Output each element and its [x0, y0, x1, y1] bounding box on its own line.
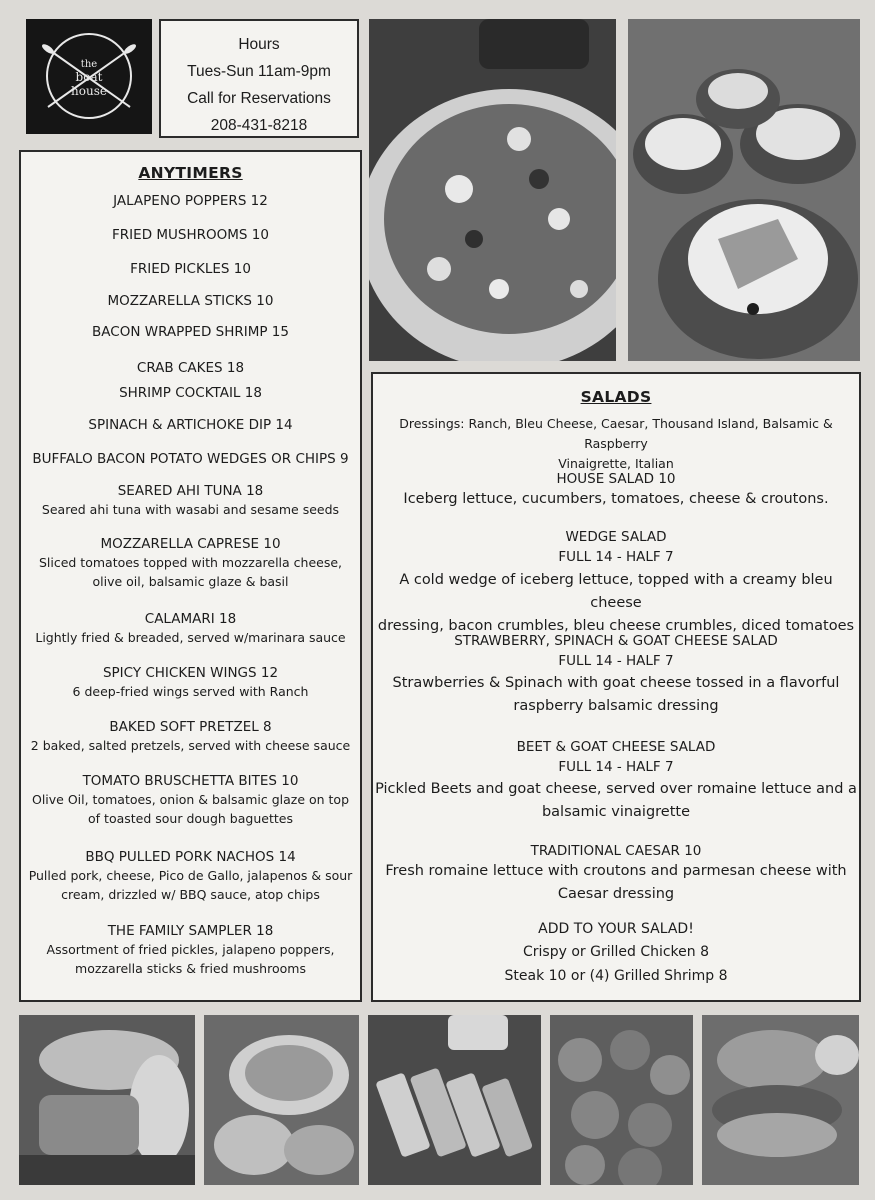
menu-item-name: SHRIMP COCKTAIL 18: [119, 385, 262, 401]
nachos-photo: [369, 19, 616, 361]
menu-item-name: BUFFALO BACON POTATO WEDGES OR CHIPS 9: [32, 451, 349, 467]
menu-item-desc: Sliced tomatoes topped with mozzarella cheese,: [38, 555, 343, 570]
salad-name: BEET & GOAT CHEESE SALAD: [516, 739, 716, 755]
addon-item: Crispy or Grilled Chicken 8: [522, 944, 710, 960]
menu-item: [21, 848, 360, 904]
salad-desc: Strawberries & Spinach with goat cheese tossed in a flavorful: [392, 675, 840, 691]
menu-item-name: SPINACH & ARTICHOKE DIP 14: [88, 417, 293, 433]
menu-item-name: CALAMARI 18: [144, 611, 237, 627]
menu-item-desc: Seared ahi tuna with wasabi and sesame seeds: [41, 502, 340, 517]
menu-item-desc: olive oil, balsamic glaze & basil: [92, 574, 289, 589]
menu-item-name: BAKED SOFT PRETZEL 8: [109, 719, 272, 735]
salads-title: SALADS: [580, 388, 652, 406]
salad-item: [373, 632, 859, 718]
menu-item-desc: 2 baked, salted pretzels, served with cheese sauce: [30, 738, 351, 753]
addons-title: ADD TO YOUR SALAD!: [538, 921, 694, 937]
menu-item-name: FRIED MUSHROOMS 10: [112, 227, 269, 243]
dressings-list: [373, 414, 859, 474]
menu-item-name: MOZZARELLA STICKS 10: [107, 293, 274, 309]
ahi-tuna-photo: [368, 1015, 541, 1185]
dressings-line: Dressings: Ranch, Bleu Cheese, Caesar, Thousand Island, Balsamic & Raspberry: [399, 416, 833, 451]
menu-item-desc: Assortment of fried pickles, jalapeno poppers,: [46, 942, 335, 957]
menu-item: [21, 535, 360, 591]
salad-price: FULL 14 - HALF 7: [558, 653, 674, 669]
hours-days: Tues-Sun 11am-9pm: [187, 63, 331, 80]
salad-name: WEDGE SALAD: [565, 529, 667, 545]
salad-item: [373, 470, 859, 511]
salad-desc: dressing, bacon crumbles, bleu cheese crumbles, diced tomatoes: [377, 618, 855, 634]
anytimers-title: ANYTIMERS: [138, 164, 243, 182]
menu-item-desc: cream, drizzled w/ BBQ sauce, atop chips: [61, 887, 320, 902]
sandwich-photo: [19, 1015, 195, 1185]
menu-item: [21, 192, 360, 210]
menu-item: [21, 610, 360, 647]
menu-item-name: THE FAMILY SAMPLER 18: [107, 923, 274, 939]
hours-reservations: Call for Reservations: [187, 90, 331, 107]
salad-desc: Fresh romaine lettuce with croutons and parmesan cheese with: [385, 863, 847, 879]
menu-item: [21, 922, 360, 978]
menu-item-name: JALAPENO POPPERS 12: [113, 193, 268, 209]
salad-desc: Caesar dressing: [557, 886, 675, 902]
menu-item: [21, 772, 360, 828]
logo-emblem: [26, 19, 152, 134]
hours-panel: [159, 19, 359, 138]
hours-phone[interactable]: 208-431-8218: [210, 117, 308, 134]
menu-item: [21, 226, 360, 244]
menu-item-name: MOZZARELLA CAPRESE 10: [100, 536, 281, 552]
salad-desc: A cold wedge of iceberg lettuce, topped with a creamy bleu cheese: [399, 572, 833, 611]
menu-item-name: CRAB CAKES 18: [136, 360, 245, 376]
salad-name: STRAWBERRY, SPINACH & GOAT CHEESE SALAD: [454, 633, 778, 649]
salad-price: FULL 14 - HALF 7: [558, 549, 674, 565]
bruschetta-photo: [628, 19, 860, 361]
logo-text-boat: boat: [75, 70, 103, 84]
menu-item-desc: mozzarella sticks & fried mushrooms: [75, 961, 306, 976]
dressings-line: Vinaigrette, Italian: [558, 456, 674, 471]
poppers-photo: [550, 1015, 693, 1185]
menu-item-name: TOMATO BRUSCHETTA BITES 10: [82, 773, 299, 789]
menu-item: [21, 292, 360, 310]
addon-item: Steak 10 or (4) Grilled Shrimp 8: [504, 968, 728, 984]
salad-item: [373, 842, 859, 906]
salad-addons: [373, 918, 859, 988]
menu-item: [21, 359, 360, 377]
salad-desc: Pickled Beets and goat cheese, served over romaine lettuce and a: [375, 781, 857, 797]
menu-item-desc: Pulled pork, cheese, Pico de Gallo, jalapenos & sour: [28, 868, 353, 883]
hours-title: Hours: [238, 36, 280, 53]
boat-house-logo: [26, 19, 152, 134]
salad-desc: raspberry balsamic dressing: [513, 698, 719, 714]
menu-item: [21, 323, 360, 341]
menu-item-name: SPICY CHICKEN WINGS 12: [102, 665, 279, 681]
menu-item-name: SEARED AHI TUNA 18: [117, 483, 264, 499]
salads-panel: [371, 372, 861, 1002]
menu-item: [21, 416, 360, 434]
burger-photo: [702, 1015, 859, 1185]
menu-item: [21, 718, 360, 755]
anytimers-panel: [19, 150, 362, 1002]
salad-desc: Iceberg lettuce, cucumbers, tomatoes, cheese & croutons.: [403, 491, 829, 507]
menu-item: [21, 384, 360, 402]
salad-item: [373, 528, 859, 638]
menu-item: [21, 450, 360, 468]
menu-item: [21, 482, 360, 519]
salad-name: TRADITIONAL CAESAR 10: [530, 843, 702, 859]
salad-price: FULL 14 - HALF 7: [558, 759, 674, 775]
menu-item-desc: 6 deep-fried wings served with Ranch: [72, 684, 309, 699]
dip-photo: [204, 1015, 359, 1185]
menu-item-desc: of toasted sour dough baguettes: [88, 811, 293, 826]
menu-item: [21, 664, 360, 701]
salad-name: HOUSE SALAD 10: [556, 471, 676, 487]
logo-text-house: house: [71, 84, 107, 98]
menu-item-desc: Lightly fried & breaded, served w/marinara sauce: [35, 630, 346, 645]
logo-text-the: the: [80, 59, 98, 70]
menu-item-name: BACON WRAPPED SHRIMP 15: [92, 324, 289, 340]
menu-item-name: FRIED PICKLES 10: [130, 261, 251, 277]
salad-desc: balsamic vinaigrette: [541, 804, 691, 820]
menu-item-name: BBQ PULLED PORK NACHOS 14: [85, 849, 296, 865]
salad-item: [373, 738, 859, 824]
menu-item: [21, 260, 360, 278]
menu-item-desc: Olive Oil, tomatoes, onion & balsamic glaze on top: [31, 792, 350, 807]
